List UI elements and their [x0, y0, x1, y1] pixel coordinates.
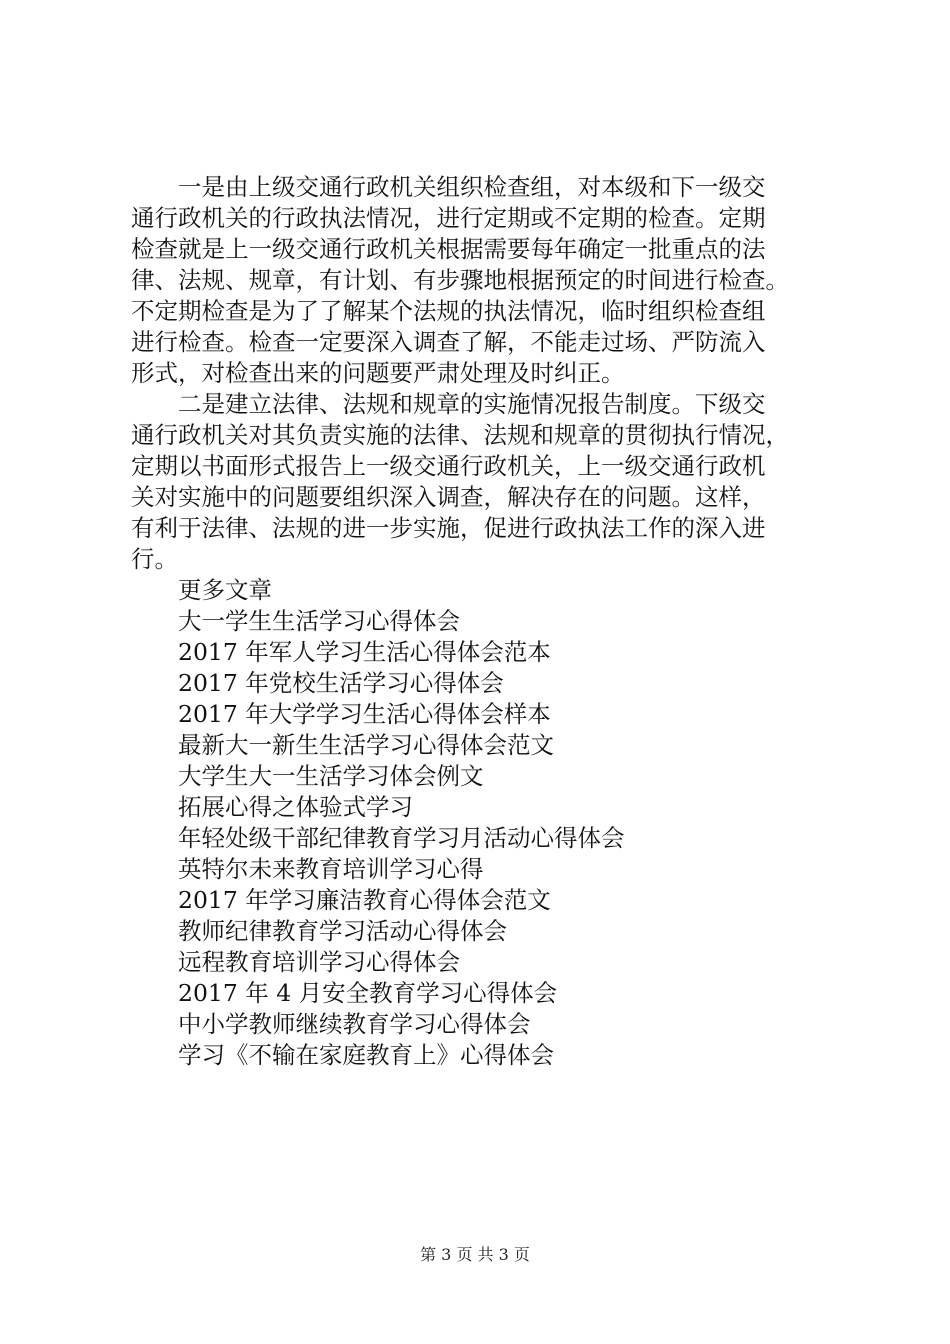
article-link[interactable]: 英特尔未来教育培训学习心得: [178, 855, 484, 883]
paragraph-line: 通行政机关的行政执法情况，进行定期或不定期的检查。定期: [131, 204, 766, 232]
article-link[interactable]: 最新大一新生生活学习心得体会范文: [178, 731, 554, 759]
article-link[interactable]: 拓展心得之体验式学习: [178, 793, 413, 821]
paragraph-line: 不定期检查是为了了解某个法规的执法情况，临时组织检查组: [131, 297, 766, 325]
page-number-footer: 第 3 页 共 3 页: [420, 1245, 530, 1264]
paragraph-1: [131, 172, 831, 389]
article-link[interactable]: 2017 年学习廉洁教育心得体会范文: [178, 886, 551, 914]
paragraph-line: 关对实施中的问题要组织深入调查，解决存在的问题。这样，: [131, 483, 766, 511]
article-link[interactable]: 教师纪律教育学习活动心得体会: [178, 917, 507, 945]
paragraph-line: 形式，对检查出来的问题要严肃处理及时纠正。: [131, 359, 625, 387]
paragraph-line: 进行检查。检查一定要深入调查了解，不能走过场、严防流入: [131, 328, 766, 356]
paragraph-line: 定期以书面形式报告上一级交通行政机关，上一级交通行政机: [131, 452, 766, 480]
paragraph-line: 通行政机关对其负责实施的法律、法规和规章的贯彻执行情况，: [131, 421, 789, 449]
paragraph-line: 二是建立法律、法规和规章的实施情况报告制度。下级交: [178, 390, 766, 418]
article-link[interactable]: 年轻处级干部纪律教育学习月活动心得体会: [178, 824, 625, 852]
more-articles-heading: 更多文章: [178, 576, 272, 604]
article-link[interactable]: 2017 年军人学习生活心得体会范本: [178, 638, 551, 666]
paragraph-line: 有利于法律、法规的进一步实施，促进行政执法工作的深入进: [131, 514, 766, 542]
paragraph-line: 行。: [131, 545, 178, 573]
paragraph-line: 一是由上级交通行政机关组织检查组，对本级和下一级交: [178, 173, 766, 201]
article-link[interactable]: 大一学生生活学习心得体会: [178, 607, 460, 635]
article-link[interactable]: 远程教育培训学习心得体会: [178, 948, 460, 976]
article-link[interactable]: 学习《不输在家庭教育上》心得体会: [178, 1041, 554, 1069]
article-link[interactable]: 中小学教师继续教育学习心得体会: [178, 1010, 531, 1038]
article-link[interactable]: 大学生大一生活学习体会例文: [178, 762, 484, 790]
paragraph-line: 检查就是上一级交通行政机关根据需要每年确定一批重点的法: [131, 235, 766, 263]
document-body: [131, 172, 831, 1071]
more-articles-section: [131, 575, 831, 1071]
paragraph-2: [131, 389, 831, 575]
article-link[interactable]: 2017 年党校生活学习心得体会: [178, 669, 504, 697]
article-link[interactable]: 2017 年 4 月安全教育学习心得体会: [178, 979, 558, 1007]
paragraph-line: 律、法规、规章，有计划、有步骤地根据预定的时间进行检查。: [131, 266, 789, 294]
article-link[interactable]: 2017 年大学学习生活心得体会样本: [178, 700, 551, 728]
